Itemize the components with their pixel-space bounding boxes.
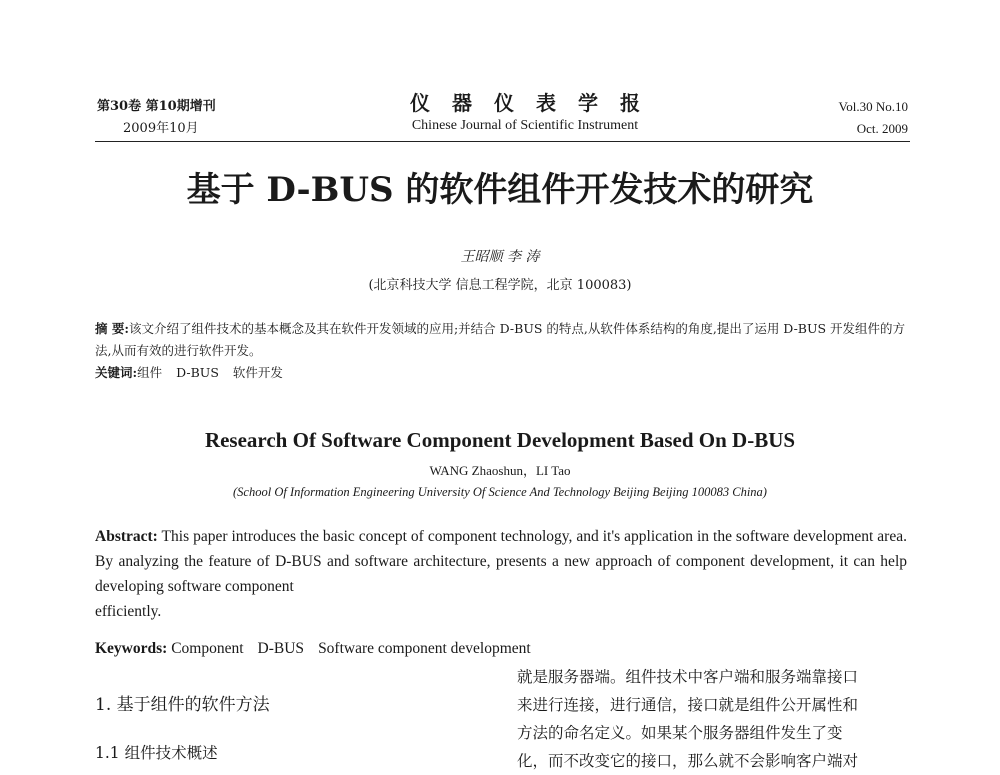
abstract-en-text: This paper introduces the basic concept of component technology, and it's application in the software development area. By analyzing the feature of D-BUS and software architecture, presents a new approach of component development, it can help developing software component xyxy=(95,528,907,595)
keywords-en-label: Keywords: xyxy=(95,640,168,657)
section-1-1-heading: 1.1 组件技术概述 xyxy=(95,744,218,762)
abstract-cn-body xyxy=(95,318,907,362)
right-column-text xyxy=(517,663,907,775)
keyword-cn-item: D-BUS xyxy=(176,365,219,380)
journal-name-cn: 仪器仪表学报 xyxy=(410,91,662,115)
body-line: 来进行连接，进行通信，接口就是组件公开属性和 xyxy=(517,696,859,714)
keywords-cn-label: 关键词: xyxy=(95,365,138,380)
journal-header-right xyxy=(839,96,908,140)
journal-header-center xyxy=(360,90,690,136)
keyword-en-item: Component xyxy=(171,640,244,657)
paper-title-en: Research Of Software Component Development Based On D-BUS xyxy=(204,428,796,452)
abstract-en-end: efficiently. xyxy=(95,603,162,620)
keyword-cn-item: 软件开发 xyxy=(232,365,283,380)
affiliation-cn: (北京科技大学 信息工程学院，北京 100083) xyxy=(368,278,632,293)
paper-title-cn: 基于 D-BUS 的软件组件开发技术的研究 xyxy=(186,170,814,210)
volume-issue-cn: 第30卷 第10期增刊 xyxy=(97,99,216,114)
authors-en: WANG Zhaoshun，LI Tao xyxy=(429,463,571,478)
abstract-cn-label: 摘 要: xyxy=(95,321,129,336)
section-1-heading: 1. 基于组件的软件方法 xyxy=(95,695,270,715)
header-rule xyxy=(95,141,910,142)
keywords-en xyxy=(95,640,531,658)
journal-header-left xyxy=(97,96,216,140)
keywords-cn xyxy=(95,362,907,384)
abstract-en-label: Abstract: xyxy=(95,528,158,545)
abstract-cn-text: 该文介绍了组件技术的基本概念及其在软件开发领域的应用;并结合 D-BUS 的特点,从软件体系结构的角度,提出了运用 D-BUS 开发组件的方法,从而有效的进行软件开发。 xyxy=(95,321,906,358)
abstract-cn xyxy=(95,318,907,384)
keyword-cn-item: 组件 xyxy=(137,365,163,380)
journal-name-en: Chinese Journal of Scientific Instrument xyxy=(411,118,639,133)
affiliation-en: (School Of Information Engineering University Of Science And Technology Beijing Beijing 100083 China) xyxy=(233,485,767,499)
keyword-en-item: Software component development xyxy=(318,640,531,657)
authors-cn: 王昭顺 李 涛 xyxy=(460,249,540,265)
volume-en: Vol.30 No.10 xyxy=(838,99,908,114)
date-en: Oct. 2009 xyxy=(856,121,908,136)
body-line: 化，而不改变它的接口，那么就不会影响客户端对 xyxy=(517,752,859,770)
body-line: 就是服务器端。组件技术中客户端和服务端靠接口 xyxy=(517,668,859,686)
abstract-en xyxy=(95,524,907,624)
keyword-en-item: D-BUS xyxy=(257,640,305,657)
date-cn: 2009年10月 xyxy=(123,121,199,136)
abstract-en-body xyxy=(95,524,907,599)
body-line: 方法的命名定义。如果某个服务器组件发生了变 xyxy=(517,724,843,742)
